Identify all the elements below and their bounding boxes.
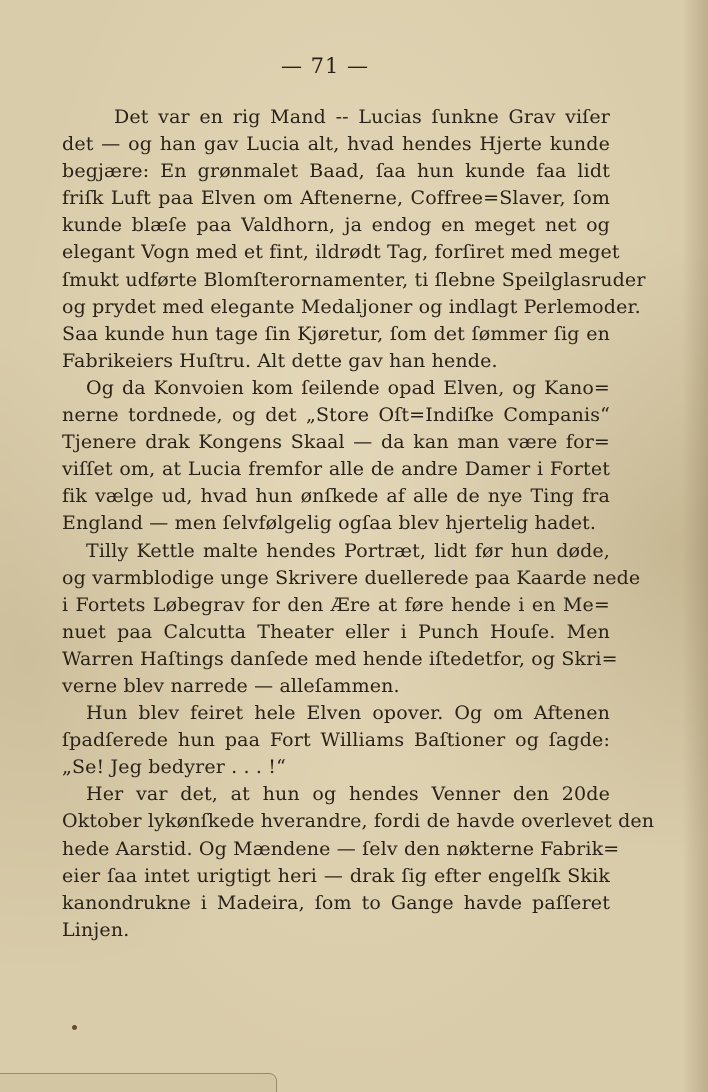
- text-line: verne blev narrede — alleſammen.: [62, 674, 400, 697]
- text-line: kanondrukne i Madeira, ſom to Gange havde paſſeret: [62, 891, 610, 914]
- text-line: Hun blev feiret hele Elven opover. Og om Aftenen: [86, 702, 610, 725]
- text-line: begjære: En grønmalet Baad, ſaa hun kunde faa lidt: [62, 160, 610, 183]
- text-line: og prydet med elegante Medaljoner og indlagt Perlemoder.: [62, 295, 641, 318]
- text-line: Fabrikeiers Huſtru. Alt dette gav han hende.: [62, 349, 498, 372]
- text-line: hede Aarstid. Og Mændene — ſelv den nøkterne Fabrik=: [62, 837, 620, 860]
- text-line: nuet paa Calcutta Theater eller i Punch Houſe. Men: [62, 620, 610, 643]
- text-line: viſſet om, at Lucia fremfor alle de andre Damer i Fortet: [62, 458, 610, 481]
- text-line: og varmblodige unge Skrivere duellerede paa Kaarde nede: [62, 566, 641, 589]
- text-line: Og da Konvoien kom ſeilende opad Elven, og Kano=: [86, 376, 610, 399]
- text-line: Det var en rig Mand -- Lucias ſunkne Grav viſer: [114, 106, 610, 128]
- text-line: ſpadſerede hun paa Fort Williams Baſtioner og ſagde:: [62, 729, 610, 752]
- text-line: Saa kunde hun tage ſin Kjøretur, ſom det ſømmer ſig en: [62, 322, 610, 345]
- text-line: Linjen.: [62, 918, 130, 941]
- text-line: eier ſaa intet urigtigt heri — drak ſig efter engelſk Skik: [62, 864, 610, 887]
- text-line: Warren Haſtings danſede med hende iſtedetfor, og Skri=: [62, 647, 618, 670]
- text-line: i Fortets Løbegrav for den Ære at føre hende i en Me=: [62, 593, 610, 616]
- text-line: elegant Vogn med et fint, ildrødt Tag, forſiret med meget: [62, 241, 620, 264]
- text-line: ſmukt udførte Blomſterornamenter, ti ſlebne Speilglasruder: [62, 268, 646, 291]
- text-line: Oktober lykønſkede hverandre, fordi de havde overlevet den: [62, 810, 655, 833]
- page-edge-shadow: [682, 0, 708, 1092]
- text-line: friſk Luft paa Elven om Aftenerne, Coffree=Slaver, ſom: [62, 187, 610, 210]
- text-line: det — og han gav Lucia alt, hvad hendes Hjerte kunde: [62, 133, 610, 156]
- body-text: [62, 104, 655, 944]
- text-line: Her var det, at hun og hendes Venner den 20de: [86, 783, 610, 806]
- page-fold-mark: [0, 1073, 277, 1092]
- text-line: „Se! Jeg bedyrer . . . !“: [62, 756, 286, 779]
- page-number: — 71 —: [280, 54, 370, 78]
- ink-speck: [72, 1025, 77, 1030]
- text-line: Tilly Kettle malte hendes Portræt, lidt før hun døde,: [86, 539, 610, 562]
- text-line: nerne tordnede, og det „Store Oſt=Indiſke Companis“: [62, 404, 610, 427]
- text-line: England — men ſelvfølgelig ogſaa blev hjertelig hadet.: [62, 512, 597, 535]
- text-line: fik vælge ud, hvad hun ønſkede af alle de nye Ting fra: [62, 485, 610, 508]
- text-line: kunde blæſe paa Valdhorn, ja endog en meget net og: [62, 214, 610, 237]
- text-line: Tjenere drak Kongens Skaal — da kan man være for=: [62, 431, 610, 454]
